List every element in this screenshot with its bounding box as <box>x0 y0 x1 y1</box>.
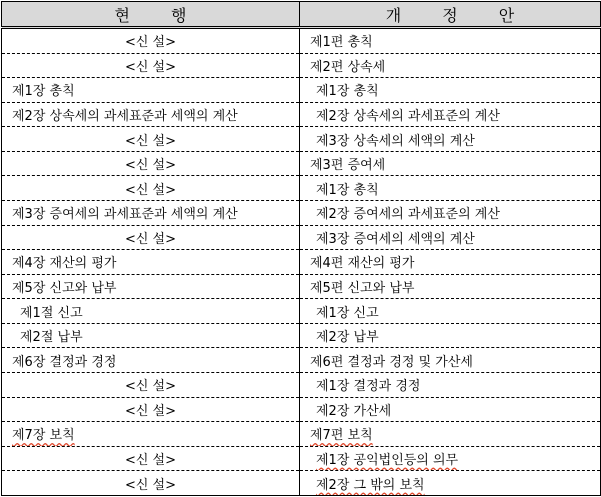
table-row <box>2 471 601 496</box>
table-row <box>2 348 601 373</box>
proposal-cell: 제1장 결정과 경정 <box>300 372 601 397</box>
table-row <box>2 201 601 226</box>
current-cell: 제1절 신고 <box>2 299 300 324</box>
current-cell: <신 설> <box>2 372 300 397</box>
current-cell: 제3장 증여세의 과세표준과 세액의 계산 <box>2 201 300 226</box>
current-cell: <신 설> <box>2 471 300 496</box>
proposal-cell: 제5편 신고와 납부 <box>300 274 601 299</box>
proposal-cell <box>300 471 601 496</box>
header-row <box>2 2 601 28</box>
table-row <box>2 422 601 447</box>
proposal-cell: 제3편 증여세 <box>300 151 601 176</box>
table-row <box>2 78 601 103</box>
table-row <box>2 225 601 250</box>
current-cell: <신 설> <box>2 225 300 250</box>
proposal-cell: 제1장 총칙 <box>300 78 601 103</box>
current-cell <box>2 422 300 447</box>
table-row <box>2 274 601 299</box>
proposal-cell <box>300 446 601 471</box>
table-row <box>2 323 601 348</box>
current-cell: 제2장 상속세의 과세표준과 세액의 계산 <box>2 102 300 127</box>
table-row <box>2 127 601 152</box>
table-row <box>2 151 601 176</box>
comparison-table <box>1 1 601 496</box>
table-row <box>2 53 601 78</box>
current-cell: 제1장 총칙 <box>2 78 300 103</box>
proposal-cell: 제2장 납부 <box>300 323 601 348</box>
table-row <box>2 176 601 201</box>
current-cell: <신 설> <box>2 28 300 54</box>
current-text: 제7장 보칙 <box>12 428 75 444</box>
table-row <box>2 446 601 471</box>
header-proposal: 개 정 안 <box>300 2 601 28</box>
current-cell: 제2절 납부 <box>2 323 300 348</box>
proposal-cell: 제1편 총칙 <box>300 28 601 54</box>
proposal-cell <box>300 422 601 447</box>
table-row <box>2 28 601 54</box>
table-row <box>2 250 601 275</box>
proposal-text: 제1장 공익법인등의 의무 <box>316 452 459 468</box>
table-row <box>2 372 601 397</box>
current-cell: <신 설> <box>2 151 300 176</box>
proposal-text: 제7편 보칙 <box>310 428 373 444</box>
proposal-cell: 제1장 총칙 <box>300 176 601 201</box>
proposal-cell: 제2장 증여세의 과세표준의 계산 <box>300 201 601 226</box>
current-cell: <신 설> <box>2 53 300 78</box>
current-cell: <신 설> <box>2 127 300 152</box>
current-cell: 제6장 결정과 경정 <box>2 348 300 373</box>
current-cell: <신 설> <box>2 446 300 471</box>
proposal-cell: 제2편 상속세 <box>300 53 601 78</box>
proposal-cell: 제3장 상속세의 세액의 계산 <box>300 127 601 152</box>
header-current: 현 행 <box>2 2 300 28</box>
table-row <box>2 299 601 324</box>
table-row <box>2 397 601 422</box>
proposal-cell: 제4편 재산의 평가 <box>300 250 601 275</box>
current-cell: 제5장 신고와 납부 <box>2 274 300 299</box>
current-cell: 제4장 재산의 평가 <box>2 250 300 275</box>
table-row <box>2 102 601 127</box>
proposal-cell: 제6편 결정과 경정 및 가산세 <box>300 348 601 373</box>
current-cell: <신 설> <box>2 397 300 422</box>
proposal-text: 제2장 그 밖의 보칙 <box>316 477 425 493</box>
proposal-cell: 제3장 증여세의 세액의 계산 <box>300 225 601 250</box>
current-cell: <신 설> <box>2 176 300 201</box>
proposal-cell: 제2장 가산세 <box>300 397 601 422</box>
proposal-cell: 제1장 신고 <box>300 299 601 324</box>
proposal-cell: 제2장 상속세의 과세표준의 계산 <box>300 102 601 127</box>
